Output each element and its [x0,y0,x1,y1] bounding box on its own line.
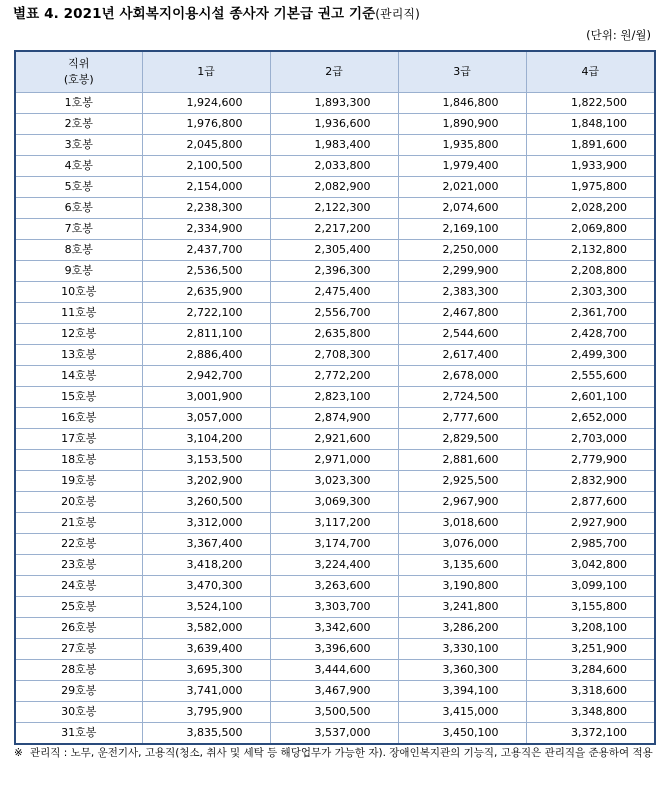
salary-cell-grade-4: 2,028,200 [526,198,655,219]
salary-cell-grade-3: 1,890,900 [398,114,526,135]
header-step-line1: 직위 [68,57,90,70]
step-cell: 17호봉 [15,429,142,450]
salary-cell-grade-1: 3,639,400 [142,639,270,660]
table-row [15,597,655,618]
step-cell: 25호봉 [15,597,142,618]
step-cell: 2호봉 [15,114,142,135]
salary-cell-grade-4: 1,933,900 [526,156,655,177]
salary-cell-grade-3: 2,299,900 [398,261,526,282]
salary-cell-grade-2: 2,772,200 [270,366,398,387]
salary-cell-grade-2: 2,874,900 [270,408,398,429]
salary-cell-grade-1: 2,238,300 [142,198,270,219]
salary-cell-grade-3: 2,617,400 [398,345,526,366]
salary-cell-grade-2: 3,303,700 [270,597,398,618]
table-row [15,576,655,597]
header-step-line2: (호봉) [63,73,94,86]
salary-cell-grade-1: 3,057,000 [142,408,270,429]
salary-cell-grade-4: 3,372,100 [526,723,655,745]
step-cell: 4호봉 [15,156,142,177]
footnote-mark: ※ [14,747,23,759]
salary-cell-grade-4: 1,975,800 [526,177,655,198]
header-row [15,51,655,93]
salary-cell-grade-4: 1,822,500 [526,93,655,114]
salary-cell-grade-2: 1,983,400 [270,135,398,156]
salary-cell-grade-1: 3,202,900 [142,471,270,492]
step-cell: 31호봉 [15,723,142,745]
table-row [15,93,655,114]
table-row [15,282,655,303]
table-row [15,387,655,408]
step-cell: 24호봉 [15,576,142,597]
salary-cell-grade-3: 2,777,600 [398,408,526,429]
salary-cell-grade-3: 2,467,800 [398,303,526,324]
salary-cell-grade-1: 3,367,400 [142,534,270,555]
step-cell: 5호봉 [15,177,142,198]
table-row [15,618,655,639]
salary-cell-grade-3: 1,935,800 [398,135,526,156]
table-row [15,429,655,450]
header-grade-2: 2급 [270,51,398,93]
step-cell: 7호봉 [15,219,142,240]
salary-cell-grade-4: 2,985,700 [526,534,655,555]
salary-cell-grade-4: 2,428,700 [526,324,655,345]
salary-cell-grade-4: 2,832,900 [526,471,655,492]
table-row [15,450,655,471]
salary-cell-grade-4: 2,601,100 [526,387,655,408]
step-cell: 12호봉 [15,324,142,345]
salary-cell-grade-3: 2,169,100 [398,219,526,240]
salary-cell-grade-4: 2,652,000 [526,408,655,429]
table-row [15,177,655,198]
salary-cell-grade-4: 2,208,800 [526,261,655,282]
salary-cell-grade-1: 2,886,400 [142,345,270,366]
step-cell: 18호봉 [15,450,142,471]
salary-cell-grade-4: 2,703,000 [526,429,655,450]
salary-cell-grade-1: 2,942,700 [142,366,270,387]
step-cell: 11호봉 [15,303,142,324]
salary-cell-grade-2: 3,500,500 [270,702,398,723]
step-cell: 27호봉 [15,639,142,660]
step-cell: 10호봉 [15,282,142,303]
salary-cell-grade-3: 3,450,100 [398,723,526,745]
title-main: 별표 4. 2021년 사회복지이용시설 종사자 기본급 권고 기준 [13,6,376,22]
salary-cell-grade-4: 3,284,600 [526,660,655,681]
salary-cell-grade-3: 2,881,600 [398,450,526,471]
table-row [15,723,655,745]
salary-cell-grade-2: 2,033,800 [270,156,398,177]
salary-cell-grade-2: 3,342,600 [270,618,398,639]
step-cell: 3호봉 [15,135,142,156]
table-row [15,156,655,177]
salary-cell-grade-2: 3,396,600 [270,639,398,660]
salary-cell-grade-4: 2,555,600 [526,366,655,387]
salary-cell-grade-3: 1,846,800 [398,93,526,114]
salary-cell-grade-1: 3,695,300 [142,660,270,681]
salary-cell-grade-4: 3,042,800 [526,555,655,576]
salary-cell-grade-2: 1,893,300 [270,93,398,114]
table-header [15,51,655,93]
salary-cell-grade-1: 2,100,500 [142,156,270,177]
header-step [15,51,142,93]
salary-cell-grade-4: 2,779,900 [526,450,655,471]
step-cell: 26호봉 [15,618,142,639]
salary-cell-grade-2: 3,117,200 [270,513,398,534]
salary-cell-grade-3: 2,383,300 [398,282,526,303]
salary-cell-grade-4: 3,251,900 [526,639,655,660]
salary-cell-grade-3: 3,360,300 [398,660,526,681]
footnote-text: 관리직 : 노무, 운전기사, 고용직(청소, 취사 및 세탁 등 해당업무가 가능한 자). 장애인복지관의 기능직, 고용직은 관리직을 준용하여 적용 [30,747,653,759]
salary-cell-grade-2: 2,305,400 [270,240,398,261]
salary-cell-grade-4: 3,318,600 [526,681,655,702]
salary-cell-grade-3: 3,415,000 [398,702,526,723]
salary-cell-grade-4: 1,891,600 [526,135,655,156]
step-cell: 22호봉 [15,534,142,555]
salary-cell-grade-3: 3,394,100 [398,681,526,702]
table-row [15,198,655,219]
step-cell: 15호봉 [15,387,142,408]
salary-cell-grade-2: 2,082,900 [270,177,398,198]
salary-cell-grade-3: 2,021,000 [398,177,526,198]
salary-cell-grade-2: 2,635,800 [270,324,398,345]
salary-cell-grade-1: 2,722,100 [142,303,270,324]
salary-cell-grade-1: 2,536,500 [142,261,270,282]
salary-cell-grade-2: 2,708,300 [270,345,398,366]
salary-cell-grade-3: 3,135,600 [398,555,526,576]
salary-cell-grade-4: 3,348,800 [526,702,655,723]
salary-cell-grade-2: 2,823,100 [270,387,398,408]
salary-cell-grade-4: 3,155,800 [526,597,655,618]
unit-label: (단위: 원/월) [586,28,651,42]
salary-cell-grade-1: 2,045,800 [142,135,270,156]
footnote [14,744,654,763]
salary-cell-grade-2: 2,396,300 [270,261,398,282]
table-row [15,702,655,723]
salary-cell-grade-3: 3,330,100 [398,639,526,660]
salary-cell-grade-4: 2,927,900 [526,513,655,534]
salary-cell-grade-1: 3,524,100 [142,597,270,618]
step-cell: 28호봉 [15,660,142,681]
table-row [15,114,655,135]
salary-cell-grade-1: 3,260,500 [142,492,270,513]
table-row [15,681,655,702]
salary-cell-grade-1: 3,582,000 [142,618,270,639]
salary-cell-grade-4: 2,132,800 [526,240,655,261]
salary-cell-grade-3: 2,925,500 [398,471,526,492]
salary-cell-grade-3: 2,544,600 [398,324,526,345]
salary-cell-grade-3: 3,018,600 [398,513,526,534]
step-cell: 29호봉 [15,681,142,702]
salary-cell-grade-1: 3,153,500 [142,450,270,471]
salary-cell-grade-1: 2,437,700 [142,240,270,261]
step-cell: 1호봉 [15,93,142,114]
salary-cell-grade-2: 2,217,200 [270,219,398,240]
step-cell: 23호봉 [15,555,142,576]
title-sub: (관리직) [375,7,420,21]
salary-cell-grade-3: 2,724,500 [398,387,526,408]
salary-cell-grade-4: 2,303,300 [526,282,655,303]
salary-cell-grade-3: 2,678,000 [398,366,526,387]
salary-cell-grade-3: 3,241,800 [398,597,526,618]
table-row [15,513,655,534]
salary-cell-grade-2: 3,444,600 [270,660,398,681]
salary-cell-grade-3: 3,076,000 [398,534,526,555]
salary-cell-grade-1: 3,001,900 [142,387,270,408]
salary-cell-grade-3: 3,286,200 [398,618,526,639]
salary-cell-grade-3: 3,190,800 [398,576,526,597]
step-cell: 20호봉 [15,492,142,513]
salary-cell-grade-3: 2,967,900 [398,492,526,513]
table-row [15,408,655,429]
salary-cell-grade-1: 3,470,300 [142,576,270,597]
table-body [15,93,655,745]
salary-cell-grade-1: 3,312,000 [142,513,270,534]
salary-cell-grade-2: 2,556,700 [270,303,398,324]
salary-cell-grade-1: 3,741,000 [142,681,270,702]
salary-cell-grade-4: 3,208,100 [526,618,655,639]
salary-cell-grade-1: 3,835,500 [142,723,270,745]
salary-cell-grade-4: 2,361,700 [526,303,655,324]
salary-cell-grade-2: 2,921,600 [270,429,398,450]
table-row [15,660,655,681]
step-cell: 30호봉 [15,702,142,723]
table-row [15,324,655,345]
salary-cell-grade-2: 2,475,400 [270,282,398,303]
salary-cell-grade-4: 2,069,800 [526,219,655,240]
table-row [15,261,655,282]
step-cell: 8호봉 [15,240,142,261]
salary-cell-grade-3: 2,250,000 [398,240,526,261]
salary-cell-grade-4: 1,848,100 [526,114,655,135]
salary-cell-grade-2: 3,023,300 [270,471,398,492]
salary-cell-grade-2: 1,936,600 [270,114,398,135]
salary-cell-grade-3: 2,074,600 [398,198,526,219]
table-row [15,492,655,513]
salary-cell-grade-2: 3,537,000 [270,723,398,745]
salary-cell-grade-2: 2,122,300 [270,198,398,219]
salary-table [14,50,656,745]
table-row [15,135,655,156]
header-grade-3: 3급 [398,51,526,93]
table-row [15,303,655,324]
table-row [15,471,655,492]
salary-cell-grade-3: 2,829,500 [398,429,526,450]
table-row [15,219,655,240]
step-cell: 14호봉 [15,366,142,387]
salary-cell-grade-1: 3,418,200 [142,555,270,576]
salary-cell-grade-1: 2,811,100 [142,324,270,345]
salary-cell-grade-2: 3,263,600 [270,576,398,597]
table-row [15,555,655,576]
salary-cell-grade-1: 3,795,900 [142,702,270,723]
table-row [15,534,655,555]
salary-cell-grade-4: 2,499,300 [526,345,655,366]
header-grade-4: 4급 [526,51,655,93]
salary-cell-grade-1: 1,924,600 [142,93,270,114]
salary-cell-grade-2: 3,467,900 [270,681,398,702]
salary-cell-grade-2: 2,971,000 [270,450,398,471]
salary-cell-grade-3: 1,979,400 [398,156,526,177]
step-cell: 21호봉 [15,513,142,534]
table-row [15,240,655,261]
step-cell: 13호봉 [15,345,142,366]
header-grade-1: 1급 [142,51,270,93]
salary-cell-grade-1: 2,635,900 [142,282,270,303]
document-title [13,2,420,22]
salary-cell-grade-1: 1,976,800 [142,114,270,135]
salary-cell-grade-2: 3,174,700 [270,534,398,555]
salary-cell-grade-4: 2,877,600 [526,492,655,513]
salary-cell-grade-2: 3,069,300 [270,492,398,513]
table-row [15,345,655,366]
step-cell: 16호봉 [15,408,142,429]
salary-cell-grade-1: 2,154,000 [142,177,270,198]
step-cell: 19호봉 [15,471,142,492]
salary-cell-grade-1: 3,104,200 [142,429,270,450]
salary-cell-grade-1: 2,334,900 [142,219,270,240]
step-cell: 9호봉 [15,261,142,282]
table-row [15,639,655,660]
salary-cell-grade-4: 3,099,100 [526,576,655,597]
table-row [15,366,655,387]
salary-cell-grade-2: 3,224,400 [270,555,398,576]
step-cell: 6호봉 [15,198,142,219]
